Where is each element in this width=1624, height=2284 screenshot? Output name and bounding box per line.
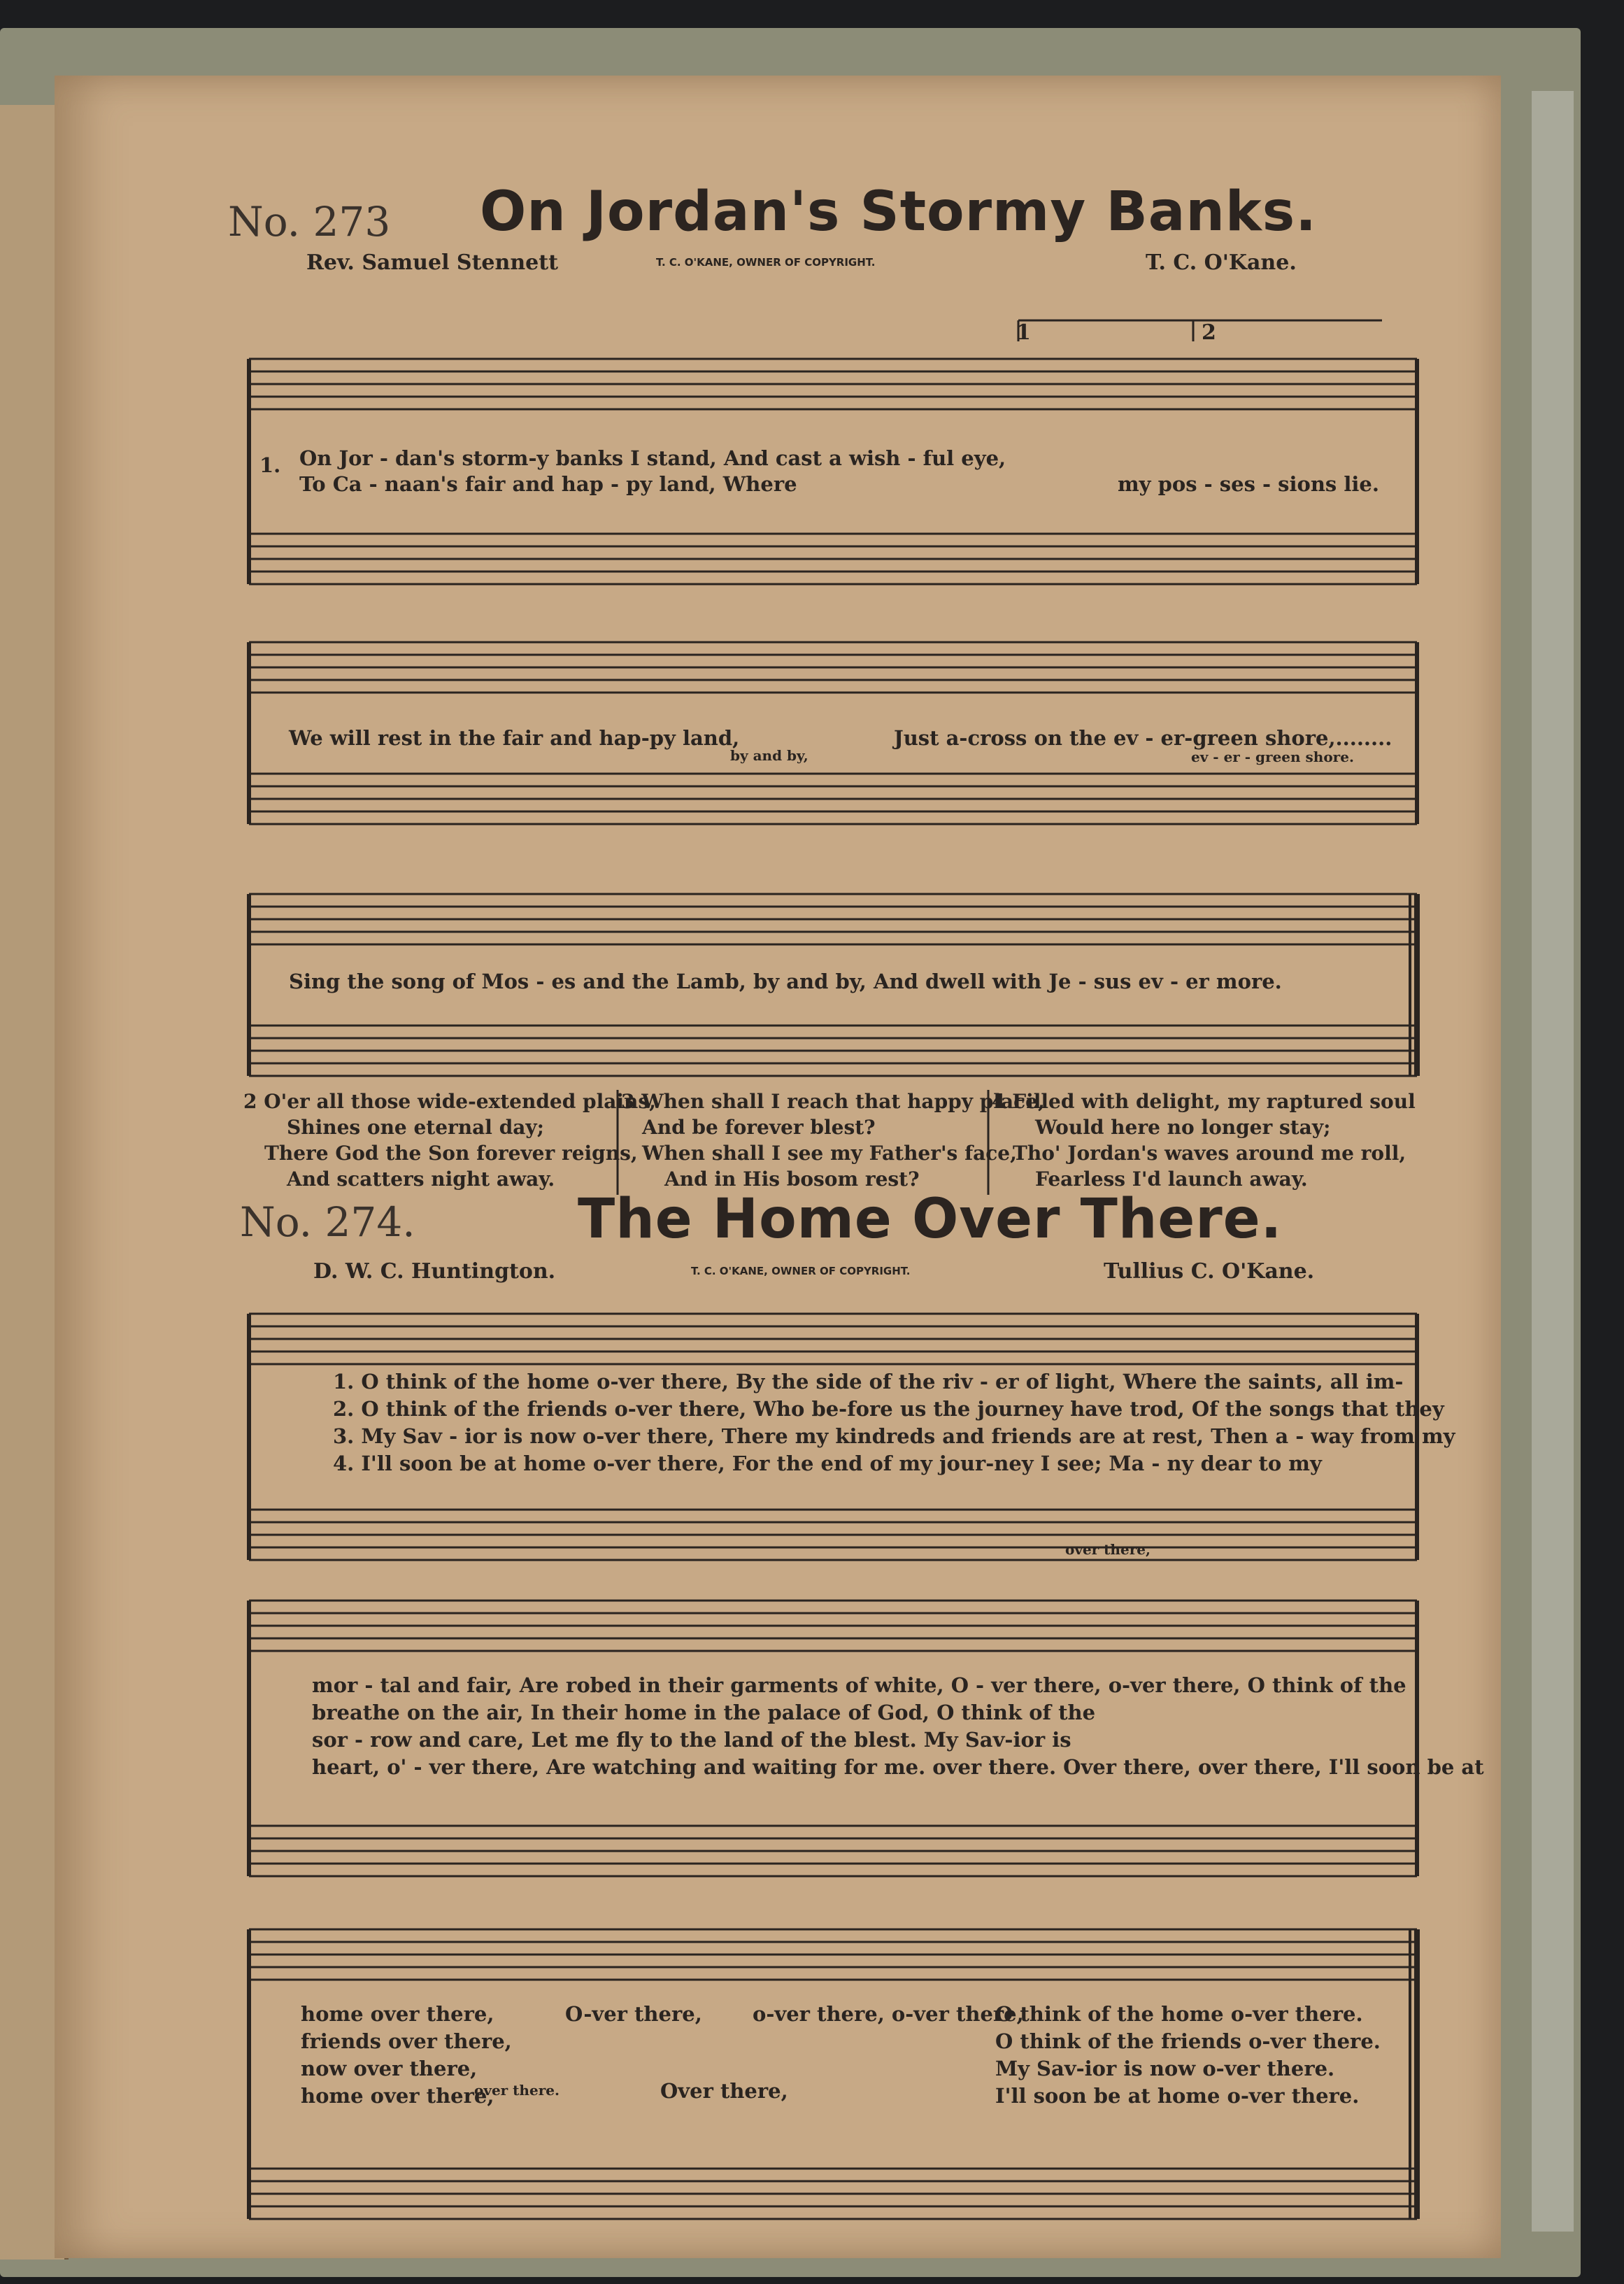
- chorus-right-1: O think of the home o-ver there.: [995, 2002, 1363, 2026]
- verse-3-line-a: 3. My Sav - ior is now o-ver there, There my kindreds and friends are at rest, Then a - way from my: [333, 1424, 1455, 1448]
- stanza-3-line-3: When shall I see my Father's face,: [642, 1142, 1017, 1165]
- stanza-4-line-1: 4 Filled with delight, my raptured soul: [992, 1090, 1416, 1113]
- lyric-273-line1a: On Jor - dan's storm-y banks I stand, And cast a wish - ful eye,: [299, 446, 1006, 470]
- lyric-over-there-a: O-ver there,: [565, 2002, 702, 2026]
- lyric-over-there-d: Over there,: [660, 2079, 788, 2103]
- lyric-273-line2: We will rest in the fair and hap-py land,: [289, 726, 740, 750]
- lyric-273-line3: Sing the song of Mos - es and the Lamb, by and by, And dwell with Je - sus ev - er more.: [289, 970, 1282, 993]
- stanza-4-line-3: Tho' Jordan's waves around me roll,: [1013, 1142, 1406, 1165]
- ending-2: 2: [1202, 320, 1216, 345]
- verse-2-line-b: breathe on the air, In their home in the palace of God, O think of the: [312, 1701, 1096, 1724]
- lyric-over-there-small: over there,: [1065, 1541, 1151, 1558]
- stanza-2-line-1: 2 O'er all those wide-extended plains,: [243, 1090, 656, 1113]
- chorus-right: [995, 2001, 1381, 2110]
- lyric-over-there-c: over there.: [474, 2082, 560, 2099]
- stanza-2-line-2: Shines one eternal day;: [287, 1116, 545, 1139]
- ending-1: 1: [1016, 320, 1031, 345]
- hymn-author-274: D. W. C. Huntington.: [313, 1259, 556, 1284]
- stanza-2-line-3: There God the Son forever reigns,: [264, 1142, 638, 1165]
- stanza-3-line-1: 3 When shall I reach that happy place,: [621, 1090, 1045, 1113]
- stanza-dividers: [614, 1090, 1006, 1202]
- lyric-273-line1b: To Ca - naan's fair and hap - py land, Where: [299, 472, 797, 496]
- stanza-3-line-2: And be forever blest?: [642, 1116, 876, 1139]
- chorus-left-4: home over there,: [301, 2084, 494, 2108]
- hymn-composer-273: T. C. O'Kane.: [1146, 250, 1297, 275]
- hymn-title-274: The Home Over There.: [578, 1188, 1283, 1251]
- chorus-right-3: My Sav-ior is now o-ver there.: [995, 2057, 1335, 2080]
- cover-edge: [1532, 91, 1574, 2232]
- lyric-over-there-b: o-ver there, o-ver there,: [753, 2002, 1024, 2026]
- verse-4-line-a: 4. I'll soon be at home o-ver there, For the end of my jour-ney I see; Ma - ny dear to my: [333, 1452, 1322, 1475]
- hymn-number-273: No. 273: [228, 198, 391, 246]
- hymn-number-274: No. 274.: [240, 1198, 415, 1246]
- lyrics-274-verses2: [312, 1672, 1484, 1781]
- chorus-right-2: O think of the friends o-ver there.: [995, 2029, 1381, 2053]
- staff-system-273-1: [235, 278, 1424, 607]
- verse-2-line-a: 2. O think of the friends o-ver there, Who be-fore us the journey have trod, Of the songs that they: [333, 1397, 1444, 1421]
- chorus-left-2: friends over there,: [301, 2029, 512, 2053]
- lyric-273-line2b: Just a-cross on the ev - er-green shore,........: [894, 726, 1392, 750]
- verse-3-line-b: sor - row and care, Let me fly to the land of the blest. My Sav-ior is: [312, 1728, 1071, 1752]
- hymn-author-273: Rev. Samuel Stennett: [306, 250, 558, 275]
- stanza-4-line-4: Fearless I'd launch away.: [1035, 1168, 1308, 1191]
- copyright-273: T. C. O'KANE, OWNER OF COPYRIGHT.: [656, 256, 876, 269]
- hymn-title-273: On Jordan's Stormy Banks.: [480, 180, 1317, 243]
- chorus-left-1: home over there,: [301, 2002, 494, 2026]
- stanza-2-line-4: And scatters night away.: [287, 1168, 555, 1191]
- stanza-4-line-2: Would here no longer stay;: [1035, 1116, 1331, 1139]
- lyrics-274-verses1: [333, 1368, 1455, 1477]
- hymn-composer-274: Tullius C. O'Kane.: [1104, 1259, 1315, 1284]
- verse-4-line-b: heart, o' - ver there, Are watching and waiting for me. over there. Over there, over there, I'll soon be at: [312, 1755, 1484, 1779]
- lyric-273-line1c: my pos - ses - sions lie.: [1118, 472, 1379, 496]
- lyric-evergreen-shore: ev - er - green shore.: [1191, 749, 1354, 765]
- verse-1-line-a: 1. O think of the home o-ver there, By the side of the riv - er of light, Where the saints, all im-: [333, 1370, 1404, 1393]
- chorus-left-3: now over there,: [301, 2057, 478, 2080]
- hymnal-page: [55, 76, 1501, 2258]
- stanza-3-line-4: And in His bosom rest?: [664, 1168, 920, 1191]
- verse-1-line-b: mor - tal and fair, Are robed in their garments of white, O - ver there, o-ver there, O think of the: [312, 1673, 1406, 1697]
- lyric-by-and-by: by and by,: [730, 747, 809, 764]
- stanza-4: [992, 1088, 1416, 1192]
- copyright-274: T. C. O'KANE, OWNER OF COPYRIGHT.: [691, 1265, 911, 1277]
- stanza-2: [243, 1088, 656, 1192]
- verse-number-1: 1.: [259, 453, 281, 477]
- chorus-right-4: I'll soon be at home o-ver there.: [995, 2084, 1360, 2108]
